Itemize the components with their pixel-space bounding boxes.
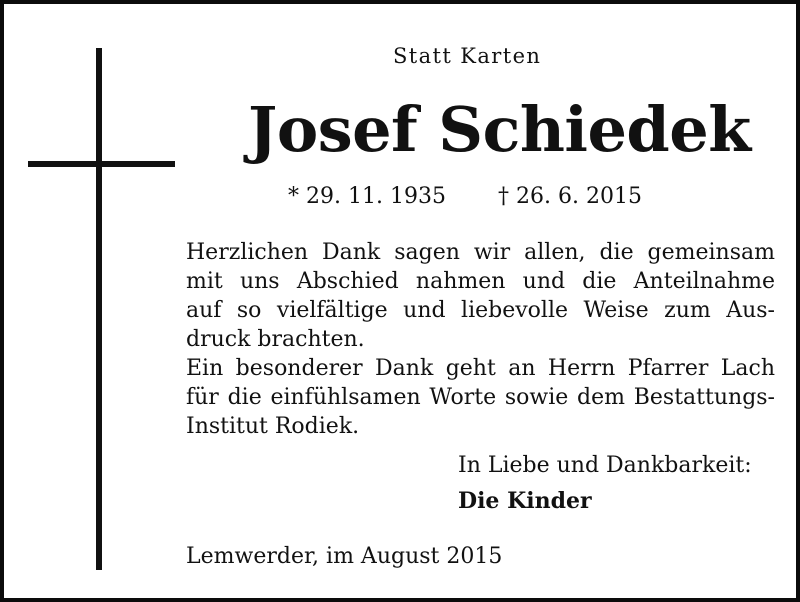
special-thanks-line: Institut Rodiek.	[186, 414, 360, 439]
header-statt-karten: Statt Karten	[393, 44, 542, 68]
place-and-date: Lemwerder, im August 2015	[186, 544, 503, 569]
special-thanks-paragraph	[186, 354, 775, 441]
death-date: † 26. 6. 2015	[498, 184, 642, 209]
cross-icon-bar	[28, 161, 175, 167]
deceased-name: Josef Schiedek	[248, 93, 751, 166]
thanks-paragraph	[186, 238, 775, 354]
signature: Die Kinder	[458, 488, 592, 514]
closing-phrase: In Liebe und Dankbarkeit:	[458, 453, 752, 478]
thanks-line: druck brachten.	[186, 327, 365, 352]
thanks-line: mit uns Abschied nahmen und die Anteilnahme	[186, 269, 775, 294]
special-thanks-line: Ein besonderer Dank geht an Herrn Pfarrer Lach	[186, 356, 775, 381]
birth-date: * 29. 11. 1935	[288, 184, 446, 209]
special-thanks-line: für die einfühlsamen Worte sowie dem Bestattungs-	[186, 385, 775, 410]
thanks-line: Herzlichen Dank sagen wir allen, die gemeinsam	[186, 240, 775, 265]
thanks-line: auf so vielfältige und liebevolle Weise zum Aus-	[186, 298, 775, 323]
cross-icon	[96, 48, 102, 570]
